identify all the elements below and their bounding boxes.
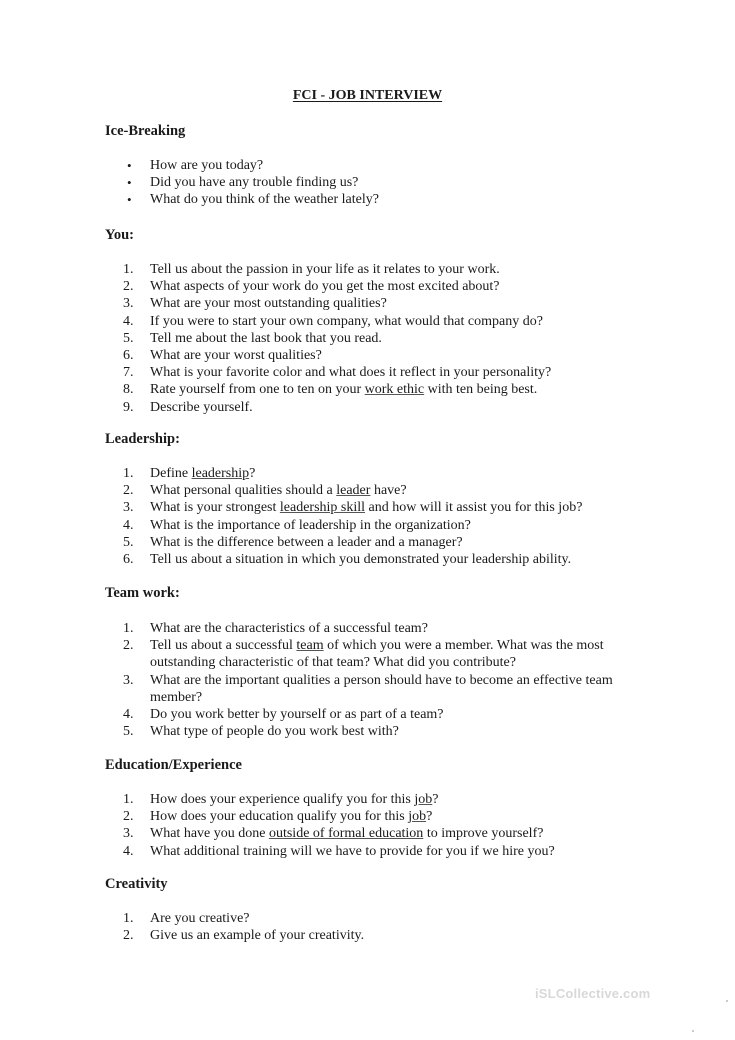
list-item: 5. What type of people do you work best with? — [123, 724, 399, 740]
list-item: 1. How does your experience qualify you for this job? — [123, 792, 439, 807]
list-item: • How are you today? — [127, 158, 264, 173]
list-item: 1. Define leadership? — [123, 466, 256, 481]
list-item: 3. What is your strongest leadership skill and how will it assist you for this job? — [123, 500, 583, 516]
section-heading-ice-breaking: Ice-Breaking — [105, 123, 186, 139]
list-item: 1. Are you creative? — [123, 911, 250, 926]
list-item: 4. If you were to start your own company, what would that company do? — [123, 313, 543, 329]
list-item: 2. What aspects of your work do you get the most excited about? — [123, 279, 500, 295]
term-link[interactable]: outside of formal education — [268, 826, 424, 842]
team-work-list — [105, 620, 645, 740]
section-heading-leadership: Leadership: — [105, 431, 180, 447]
term-link[interactable]: leader — [336, 483, 371, 499]
term-link[interactable]: leadership — [191, 466, 250, 481]
list-item: 2. Give us an example of your creativity. — [123, 928, 365, 944]
list-item: 9. Describe yourself. — [123, 399, 253, 415]
list-item: 5. What is the difference between a leader and a manager? — [123, 534, 463, 550]
list-item: 3. What have you done outside of formal education to improve yourself? — [123, 826, 544, 842]
list-item: 8. Rate yourself from one to ten on your work ethic with ten being best. — [123, 382, 538, 398]
list-item: 5. Tell me about the last book that you read. — [123, 330, 382, 346]
term-link[interactable]: work ethic — [364, 382, 425, 398]
education-list — [105, 791, 645, 860]
site-watermark: iSLCollective.com — [535, 986, 651, 1001]
term-link[interactable]: leadership skill — [279, 500, 366, 516]
section-heading-creativity: Creativity — [105, 876, 168, 892]
list-item: 6. What are your worst qualities? — [123, 348, 322, 364]
creativity-list — [105, 910, 645, 944]
leadership-list — [105, 465, 645, 568]
list-item: 3. What are the important qualities a person should have to become an effective team member? — [123, 672, 613, 705]
list-item: 7. What is your favorite color and what does it reflect in your personality? — [123, 365, 552, 381]
list-item: 4. What is the importance of leadership in the organization? — [123, 517, 471, 533]
list-item: 2. Tell us about a successful team of which you were a member. What was the most outstanding characteristic of that team? What did you contribute? — [123, 638, 604, 671]
list-item: 2. How does your education qualify you for this job? — [123, 809, 433, 825]
term-link[interactable]: team — [296, 638, 324, 654]
list-item: 4. Do you work better by yourself or as part of a team? — [123, 707, 444, 723]
ice-breaking-list — [105, 157, 645, 209]
list-item: • Did you have any trouble finding us? — [127, 175, 359, 191]
document-title: FCI - JOB INTERVIEW — [292, 88, 443, 103]
section-heading-education-experience: Education/Experience — [105, 757, 242, 773]
section-heading-team-work: Team work: — [105, 585, 180, 601]
term-link[interactable]: job — [408, 809, 427, 825]
scan-speck — [692, 1030, 694, 1032]
list-item: • What do you think of the weather lately? — [127, 192, 379, 208]
list-item: 4. What additional training will we have to provide for you if we hire you? — [123, 843, 555, 859]
list-item: 1. What are the characteristics of a successful team? — [123, 621, 428, 636]
list-item: 2. What personal qualities should a leader have? — [123, 483, 407, 499]
scan-speck — [726, 1000, 728, 1002]
list-item: 3. What are your most outstanding qualities? — [123, 296, 387, 312]
you-list — [105, 261, 645, 416]
list-item: 6. Tell us about a situation in which you demonstrated your leadership ability. — [123, 552, 572, 568]
list-item: 1. Tell us about the passion in your life as it relates to your work. — [123, 262, 500, 277]
section-heading-you: You: — [105, 227, 135, 243]
term-link[interactable]: job — [414, 792, 433, 807]
